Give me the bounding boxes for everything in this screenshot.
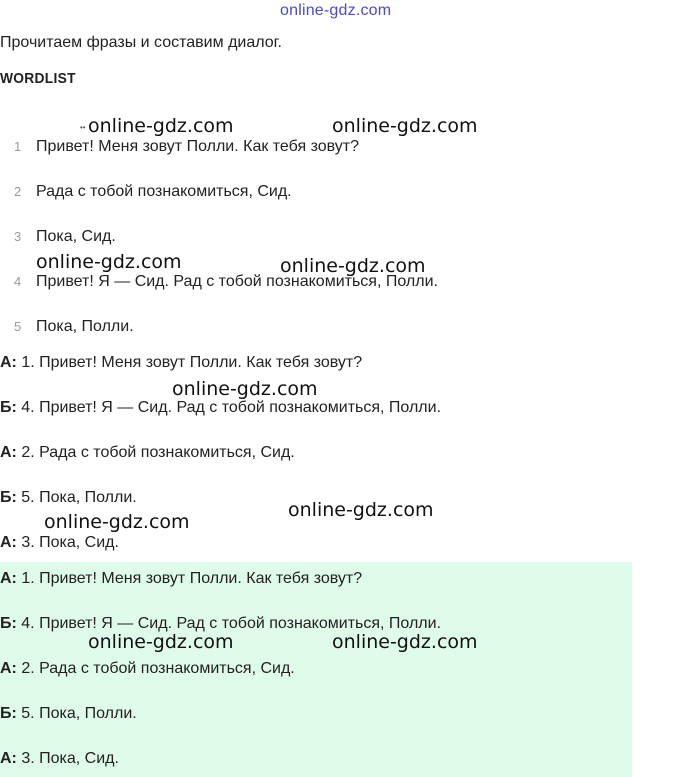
phrase-number: 3 <box>14 229 22 244</box>
watermark: online-gdz.com <box>280 255 426 277</box>
dialog-line <box>0 534 119 552</box>
answer-line <box>0 750 119 768</box>
phrase-number: 1 <box>14 139 22 154</box>
speaker-label: А: <box>0 354 17 371</box>
speaker-label: Б: <box>0 615 17 632</box>
task-instruction: Прочитаем фразы и составим диалог. <box>0 34 282 51</box>
speaker-label: А: <box>0 570 17 587</box>
dialog-text: 5. Пока, Полли. <box>16 489 137 506</box>
speaker-label: А: <box>0 444 17 461</box>
answer-text: 3. Пока, Сид. <box>16 750 119 767</box>
dialog-line <box>0 354 362 372</box>
speaker-label: Б: <box>0 705 17 722</box>
watermark: online-gdz.com <box>172 378 318 400</box>
watermark: online-gdz.com <box>332 631 478 653</box>
dialog-line <box>0 489 137 507</box>
answer-line <box>0 660 295 678</box>
phrase-number: 2 <box>14 184 22 199</box>
dialog-text: 1. Привет! Меня зовут Полли. Как тебя зовут? <box>16 354 363 371</box>
speaker-label: А: <box>0 660 17 677</box>
answer-text: 5. Пока, Полли. <box>16 705 137 722</box>
watermark: online-gdz.com <box>88 115 234 137</box>
phrase-item <box>14 228 116 246</box>
site-watermark-top: online-gdz.com <box>280 2 392 19</box>
answer-line <box>0 570 362 588</box>
phrase-text: Привет! Меня зовут Полли. Как тебя зовут? <box>36 138 359 155</box>
phrase-text: Рада с тобой познакомиться, Сид. <box>36 183 292 200</box>
answer-text: 2. Рада с тобой познакомиться, Сид. <box>16 660 295 677</box>
watermark: online-gdz.com <box>44 511 190 533</box>
answer-text: 1. Привет! Меня зовут Полли. Как тебя зовут? <box>16 570 363 587</box>
watermark: online-gdz.com <box>36 251 182 273</box>
phrase-item <box>14 318 134 336</box>
speaker-label: Б: <box>0 489 17 506</box>
answer-text: 4. Привет! Я — Сид. Рад с тобой познакомиться, Полли. <box>16 615 442 632</box>
speaker-label: А: <box>0 534 17 551</box>
speaker-label: Б: <box>0 399 17 416</box>
speaker-label: А: <box>0 750 17 767</box>
dialog-text: 3. Пока, Сид. <box>16 534 119 551</box>
phrase-number: 5 <box>14 319 22 334</box>
dialog-text: 2. Рада с тобой познакомиться, Сид. <box>16 444 295 461</box>
phrase-item <box>14 138 359 156</box>
phrase-item <box>14 183 292 201</box>
dialog-line <box>0 399 441 417</box>
dialog-text: 4. Привет! Я — Сид. Рад с тобой познакомиться, Полли. <box>16 399 442 416</box>
phrase-text: Пока, Полли. <box>36 318 134 335</box>
dialog-line <box>0 444 295 462</box>
watermark: online-gdz.com <box>88 631 234 653</box>
phrase-text: Привет! Я — Сид. Рад с тобой познакомиться, Полли. <box>36 273 438 290</box>
phrase-text: Пока, Сид. <box>36 228 116 245</box>
tiny-watermark-mark: •• <box>80 123 86 132</box>
answer-line <box>0 705 137 723</box>
watermark: online-gdz.com <box>332 115 478 137</box>
wordlist-heading: WORDLIST <box>0 70 76 87</box>
watermark: online-gdz.com <box>288 499 434 521</box>
phrase-number: 4 <box>14 274 22 289</box>
